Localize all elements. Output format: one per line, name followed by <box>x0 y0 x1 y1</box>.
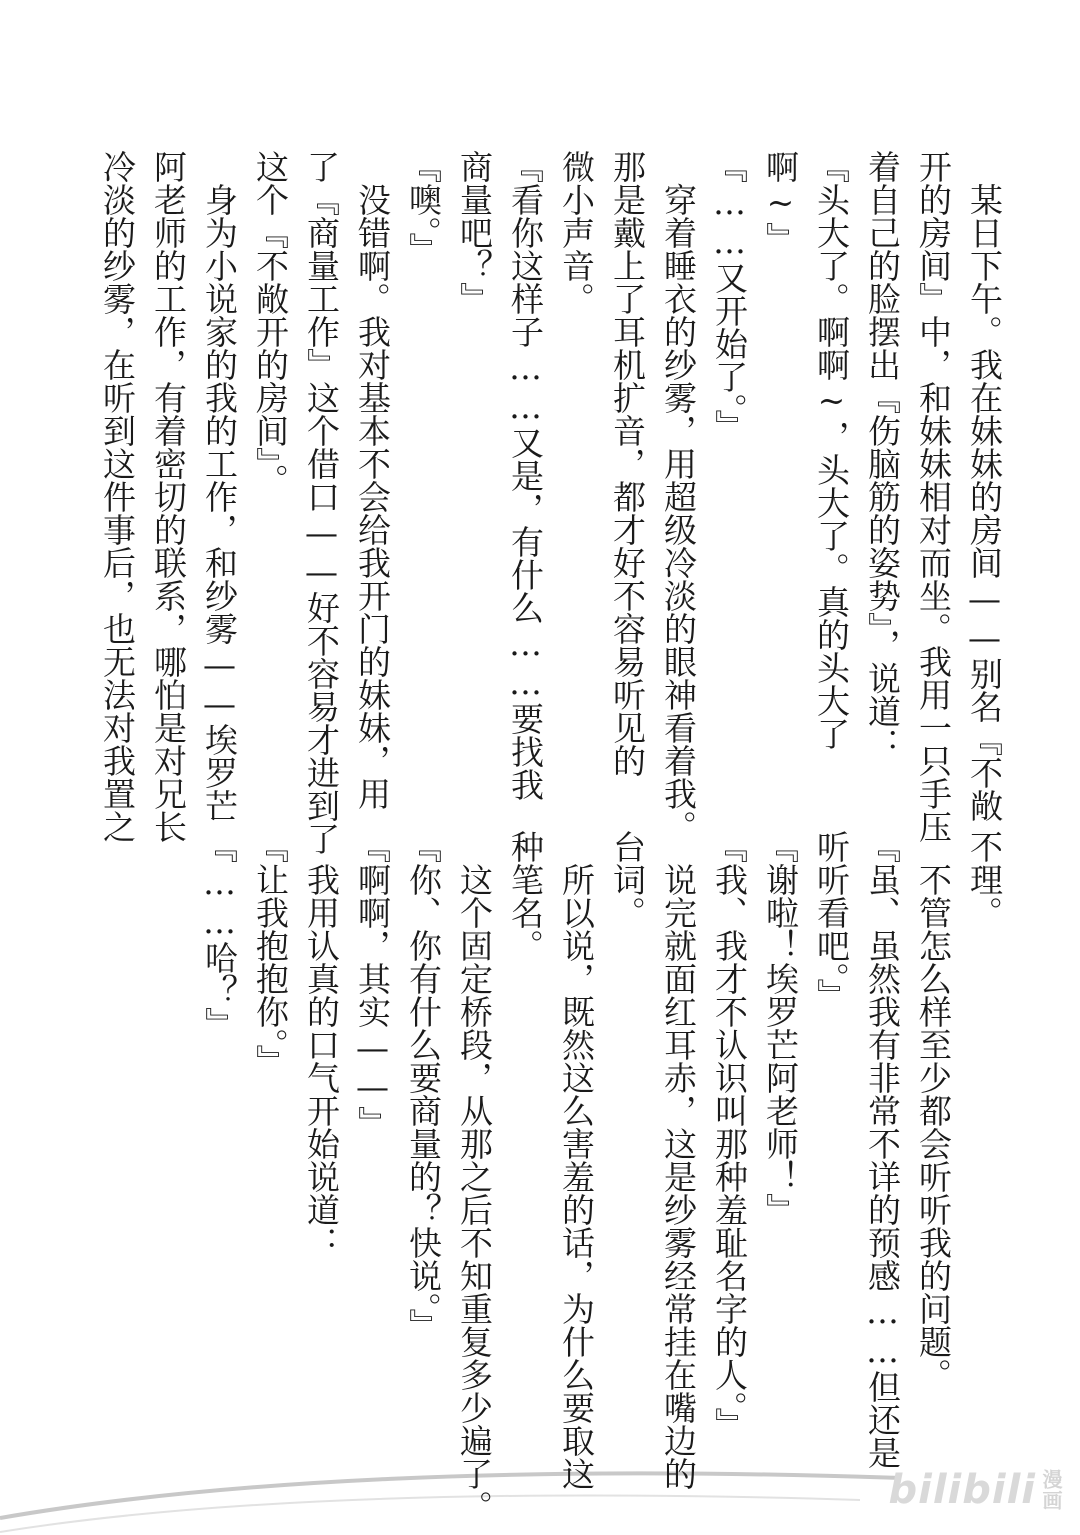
text-line: 『噢。』 <box>404 150 443 266</box>
text-line: 身为小说家的我的工作，和纱雾——埃罗芒 <box>200 150 239 822</box>
text-line: 微小声音。 <box>557 150 596 315</box>
text-line: 商量吧？』 <box>455 150 494 315</box>
text-line: 『……哈？』 <box>200 830 239 1040</box>
text-line: 不理。 <box>965 830 1004 929</box>
text-line: 啊~』 <box>761 150 800 255</box>
text-line: 阿老师的工作，有着密切的联系，哪怕是对兄长 <box>149 150 188 843</box>
text-block-upper <box>92 150 1010 855</box>
text-line: 了『商量工作』这个借口——好不容易才进到了 <box>302 150 341 855</box>
watermark-brand: bilibili <box>888 1467 1036 1513</box>
text-line: 台词。 <box>608 830 647 929</box>
text-line: 『看你这样子……又是，有什么……要找我 <box>506 150 545 801</box>
text-line: 种笔名。 <box>506 830 545 962</box>
text-line: 我用认真的口气开始说道： <box>302 830 341 1259</box>
text-line: 某日下午。我在妹妹的房间——别名『不敞 <box>965 150 1004 822</box>
text-line: 听听看吧。』 <box>812 830 851 1012</box>
watermark-sub: 漫画 <box>1039 1469 1063 1511</box>
text-line: 开的房间』中，和妹妹相对而坐。我用一只手压 <box>914 150 953 843</box>
text-line: 冷淡的纱雾，在听到这件事后，也无法对我置之 <box>98 150 137 843</box>
text-line: 说完就面红耳赤，这是纱雾经常挂在嘴边的 <box>659 830 698 1490</box>
text-line: 『让我抱抱你。』 <box>251 830 290 1078</box>
text-line: 『你、你有什么要商量的？快说。』 <box>404 830 443 1342</box>
text-line: 没错啊。我对基本不会给我开门的妹妹，用 <box>353 150 392 810</box>
text-line: 着自己的脸摆出『伤脑筋的姿势』，说道： <box>863 150 902 761</box>
text-line: 这个固定桥段，从那之后不知重复多少遍了。 <box>455 830 494 1523</box>
text-line: 『我、我才不认识叫那种羞耻名字的人。』 <box>710 830 749 1441</box>
text-line: 穿着睡衣的纱雾，用超级冷淡的眼神看着我。 <box>659 150 698 843</box>
text-line: 『谢啦！埃罗芒阿老师！』 <box>761 830 800 1226</box>
text-line: 这个『不敞开的房间』。 <box>251 150 290 497</box>
bilibili-manga-watermark <box>888 1467 1062 1513</box>
text-line: 那是戴上了耳机扩音，都才好不容易听见的 <box>608 150 647 777</box>
text-line: 『啊啊，其实——』 <box>353 830 392 1139</box>
text-line: 不管怎么样至少都会听听我的问题。 <box>914 830 953 1391</box>
text-line: 『虽、虽然我有非常不详的预感……但还是 <box>863 830 902 1469</box>
text-line: 『……又开始了。』 <box>710 150 749 443</box>
text-line: 所以说，既然这么害羞的话，为什么要取这 <box>557 830 596 1490</box>
decorative-curve <box>0 1460 900 1535</box>
text-line: 『头大了。啊啊~，头大了。真的头大了 <box>812 150 851 750</box>
